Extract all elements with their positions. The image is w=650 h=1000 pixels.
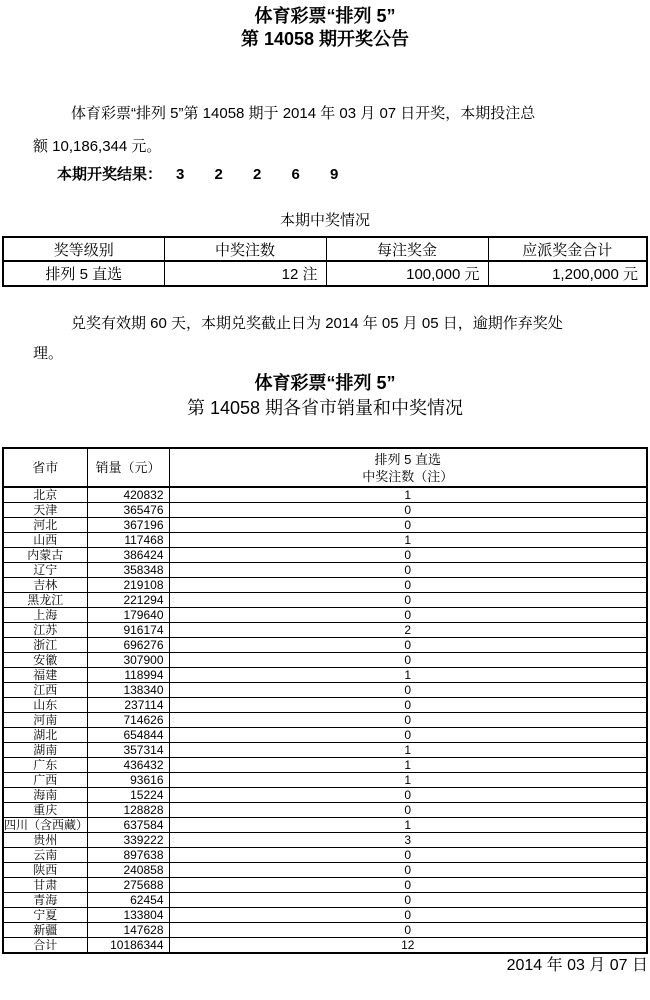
wins-cell: 0: [169, 923, 647, 938]
prize-table-data-row: [3, 261, 647, 286]
sales-cell: 897638: [87, 848, 169, 863]
sales-cell: 357314: [87, 743, 169, 758]
province-title-line2: 第 14058 期各省市销量和中奖情况: [186, 398, 464, 418]
province-cell: 江苏: [3, 623, 87, 638]
province-cell: 江西: [3, 683, 87, 698]
wins-cell: 0: [169, 713, 647, 728]
sales-cell: 147628: [87, 923, 169, 938]
prize-level-cell: 排列 5 直选: [3, 261, 164, 286]
sales-cell: 339222: [87, 833, 169, 848]
sales-cell: 714626: [87, 713, 169, 728]
province-cell: 广西: [3, 773, 87, 788]
wins-cell: 12: [169, 938, 647, 954]
announcement-title-line2: 第 14058 期开奖公告: [240, 29, 410, 49]
wins-cell: 1: [169, 533, 647, 548]
province-cell: 重庆: [3, 803, 87, 818]
province-cell: 黑龙江: [3, 593, 87, 608]
province-row: [3, 518, 647, 533]
wins-cell: 1: [169, 743, 647, 758]
province-row: [3, 743, 647, 758]
sales-cell: 10186344: [87, 938, 169, 954]
province-cell: 浙江: [3, 638, 87, 653]
wins-cell: 0: [169, 503, 647, 518]
province-cell: 宁夏: [3, 908, 87, 923]
prize-table-caption: 本期中奖情况: [279, 212, 370, 229]
province-cell: 青海: [3, 893, 87, 908]
wins-cell: 1: [169, 668, 647, 683]
sales-cell: 436432: [87, 758, 169, 773]
province-cell: 河南: [3, 713, 87, 728]
province-table-body: [3, 487, 647, 953]
province-cell: 贵州: [3, 833, 87, 848]
province-row: [3, 487, 647, 503]
province-row: [3, 848, 647, 863]
draw-result-numbers: 3 2 2 6 9: [176, 166, 352, 183]
prize-table: [2, 236, 648, 287]
province-row: [3, 623, 647, 638]
wins-cell: 0: [169, 608, 647, 623]
province-row: [3, 878, 647, 893]
province-row: [3, 803, 647, 818]
province-row: [3, 608, 647, 623]
wins-cell: 0: [169, 788, 647, 803]
sales-cell: 128828: [87, 803, 169, 818]
total-prize-cell: 1,200,000 元: [488, 261, 647, 286]
sales-cell: 93616: [87, 773, 169, 788]
wins-cell: 1: [169, 818, 647, 833]
province-cell: 吉林: [3, 578, 87, 593]
wins-cell: 0: [169, 638, 647, 653]
province-header: 省市: [3, 448, 87, 487]
announcement-title: [0, 5, 650, 51]
sales-cell: 386424: [87, 548, 169, 563]
province-cell: 上海: [3, 608, 87, 623]
province-row: [3, 653, 647, 668]
sales-cell: 654844: [87, 728, 169, 743]
sales-cell: 696276: [87, 638, 169, 653]
province-cell: 山东: [3, 698, 87, 713]
wins-header-line1: 排列 5 直选: [374, 451, 441, 467]
province-row: [3, 728, 647, 743]
province-cell: 甘肃: [3, 878, 87, 893]
province-cell: 陕西: [3, 863, 87, 878]
sales-cell: 637584: [87, 818, 169, 833]
province-row: [3, 668, 647, 683]
redeem-line2: 理。: [33, 345, 64, 362]
province-cell: 河北: [3, 518, 87, 533]
prize-level-header: 奖等级别: [3, 237, 164, 261]
province-row: [3, 788, 647, 803]
sales-cell: 15224: [87, 788, 169, 803]
draw-result-line: [57, 164, 351, 186]
footer-date: 2014 年 03 月 07 日: [506, 957, 648, 974]
province-row: [3, 773, 647, 788]
province-cell: 新疆: [3, 923, 87, 938]
province-row: [3, 698, 647, 713]
wins-cell: 0: [169, 803, 647, 818]
wins-cell: 1: [169, 487, 647, 503]
total-prize-header: 应派奖金合计: [488, 237, 647, 261]
wins-cell: 0: [169, 878, 647, 893]
sales-cell: 367196: [87, 518, 169, 533]
wins-cell: 1: [169, 758, 647, 773]
wins-cell: 0: [169, 548, 647, 563]
province-cell: 山西: [3, 533, 87, 548]
sales-cell: 358348: [87, 563, 169, 578]
province-cell: 天津: [3, 503, 87, 518]
province-row: [3, 833, 647, 848]
intro-paragraph: [33, 97, 646, 163]
wins-cell: 2: [169, 623, 647, 638]
prize-table-header-row: [3, 237, 647, 261]
province-row: [3, 638, 647, 653]
province-row: [3, 818, 647, 833]
win-count-cell: 12 注: [164, 261, 326, 286]
wins-cell: 3: [169, 833, 647, 848]
wins-cell: 0: [169, 593, 647, 608]
province-cell: 安徽: [3, 653, 87, 668]
province-row: [3, 758, 647, 773]
province-cell: 湖南: [3, 743, 87, 758]
province-row: [3, 533, 647, 548]
wins-cell: 0: [169, 728, 647, 743]
sales-cell: 916174: [87, 623, 169, 638]
wins-cell: 0: [169, 848, 647, 863]
wins-cell: 0: [169, 908, 647, 923]
province-cell: 四川（含西藏）: [4, 818, 89, 832]
province-row: [3, 923, 647, 938]
sales-cell: 62454: [87, 893, 169, 908]
sales-cell: 179640: [87, 608, 169, 623]
wins-header: [169, 448, 647, 487]
wins-cell: 0: [169, 893, 647, 908]
sales-cell: 117468: [87, 533, 169, 548]
province-row: [3, 593, 647, 608]
sales-cell: 133804: [87, 908, 169, 923]
province-cell: 合计: [3, 938, 87, 954]
province-cell: 辽宁: [3, 563, 87, 578]
province-row: [3, 578, 647, 593]
province-row: [3, 908, 647, 923]
draw-result-label: 本期开奖结果：: [57, 166, 163, 183]
province-cell: 湖北: [3, 728, 87, 743]
province-cell: 海南: [3, 788, 87, 803]
sales-cell: 221294: [87, 593, 169, 608]
sales-cell: 365476: [87, 503, 169, 518]
redeem-line1: 兑奖有效期 60 天，本期兑奖截止日为 2014 年 05 月 05 日，逾期作弃奖处: [71, 315, 563, 332]
wins-cell: 1: [169, 773, 647, 788]
wins-cell: 0: [169, 653, 647, 668]
province-section-title: [0, 371, 650, 421]
total-row: [3, 938, 647, 954]
per-prize-cell: 100,000 元: [326, 261, 488, 286]
wins-cell: 0: [169, 578, 647, 593]
intro-line2: 额 10,186,344 元。: [33, 138, 162, 155]
sales-cell: 118994: [87, 668, 169, 683]
wins-cell: 0: [169, 563, 647, 578]
province-row: [3, 863, 647, 878]
province-table-header-row: [3, 448, 647, 487]
province-row: [3, 503, 647, 518]
sales-cell: 240858: [87, 863, 169, 878]
province-row: [3, 683, 647, 698]
wins-cell: 0: [169, 518, 647, 533]
wins-header-line2: 中奖注数（注）: [362, 468, 454, 484]
sales-cell: 219108: [87, 578, 169, 593]
province-row: [3, 713, 647, 728]
sales-header: 销量（元）: [87, 448, 169, 487]
sales-cell: 138340: [87, 683, 169, 698]
sales-cell: 420832: [87, 487, 169, 503]
wins-cell: 0: [169, 698, 647, 713]
province-cell: 北京: [3, 487, 87, 503]
province-row: [3, 548, 647, 563]
redeem-notice: [33, 309, 646, 369]
announcement-title-line1: 体育彩票“排列 5”: [254, 6, 396, 26]
province-table: [2, 447, 648, 954]
province-cell: 内蒙古: [3, 548, 87, 563]
wins-cell: 0: [169, 863, 647, 878]
wins-cell: 0: [169, 683, 647, 698]
province-cell: 福建: [3, 668, 87, 683]
win-count-header: 中奖注数: [164, 237, 326, 261]
province-row: [3, 563, 647, 578]
province-row: [3, 893, 647, 908]
province-cell: 云南: [3, 848, 87, 863]
province-cell: 广东: [3, 758, 87, 773]
per-prize-header: 每注奖金: [326, 237, 488, 261]
intro-line1: 体育彩票“排列 5”第 14058 期于 2014 年 03 月 07 日开奖，本期投注总: [71, 105, 536, 122]
sales-cell: 237114: [87, 698, 169, 713]
province-title-line1: 体育彩票“排列 5”: [254, 373, 396, 393]
sales-cell: 275688: [87, 878, 169, 893]
sales-cell: 307900: [87, 653, 169, 668]
